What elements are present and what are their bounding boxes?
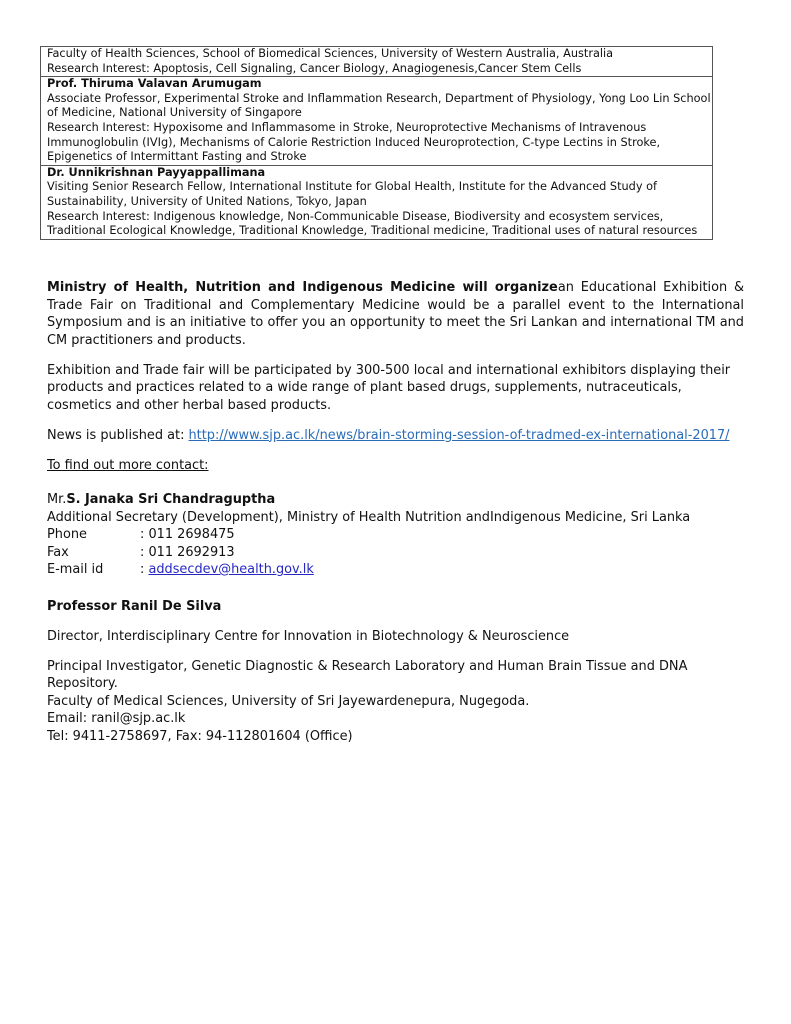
contact-1-prefix: Mr. [47, 492, 67, 507]
exhibition-paragraph: Exhibition and Trade fair will be participated by 300-500 local and international exhibitors displaying their products and practices related to a wide range of plant based drugs, supplements, nutraceuticals, cosmetics and other herbal based products. [47, 362, 731, 413]
contact-2-tel: Tel: 9411-2758697, Fax: 94-112801604 (Office) [47, 728, 353, 744]
intro-text: an Educational Exhibition & Trade Fair on Traditional and Complementary Medicine would be a parallel event to the International Symposium and is an initiative to offer you an opportunity to meet the Sri Lankan and international TM and CM practitioners and products. [47, 280, 744, 348]
fax-label: Fax [47, 544, 69, 560]
intro-bold: Ministry of Health, Nutrition and Indigenous Medicine will organize [47, 280, 558, 295]
speaker-affiliation: Faculty of Health Sciences, School of Biomedical Sciences, University of Western Australia, Australia [47, 47, 614, 60]
email-label: E-mail id [47, 562, 104, 577]
speaker-research-interest: Research Interest: Apoptosis, Cell Signaling, Cancer Biology, Anagiogenesis,Cancer Stem Cells [47, 61, 582, 75]
main-content [47, 279, 744, 745]
news-paragraph [47, 427, 744, 445]
speaker-row [41, 76, 712, 165]
contact-1-fax [47, 544, 744, 562]
contact-heading: To find out more contact: [47, 457, 209, 473]
contact-2-email: Email: ranil@sjp.ac.lk [47, 711, 186, 726]
speakers-table [40, 46, 713, 240]
contact-1-name: S. Janaka Sri Chandraguptha [66, 492, 276, 507]
speaker-name: Prof. Thiruma Valavan Arumugam [47, 77, 262, 91]
email-sep: : [140, 562, 149, 577]
phone-label: Phone [47, 527, 87, 542]
speaker-row [41, 47, 712, 76]
speaker-affiliation: Associate Professor, Experimental Stroke and Inflammation Research, Department of Physiology, Yong Loo Lin School of Medicine, National University of Singapore [47, 91, 711, 120]
intro-paragraph [47, 279, 744, 349]
contact-1-email [47, 561, 744, 579]
phone-value: : 011 2698475 [140, 527, 235, 542]
contact-1-name-line [47, 491, 744, 509]
fax-value: : 011 2692913 [140, 544, 235, 560]
contact-2 [47, 598, 744, 746]
contact-2-name: Professor Ranil De Silva [47, 598, 222, 614]
speaker-name: Dr. Unnikrishnan Payyappallimana [47, 165, 266, 179]
contact-1-title: Additional Secretary (Development), Ministry of Health Nutrition andIndigenous Medicine, Sri Lanka [47, 509, 691, 525]
contact-2-pi: Principal Investigator, Genetic Diagnostic & Research Laboratory and Human Brain Tissue and DNA Repository. [47, 658, 688, 691]
speaker-affiliation: Visiting Senior Research Fellow, International Institute for Global Health, Institute for the Advanced Study of Sustainability, University of United Nations, Tokyo, Japan [47, 180, 658, 208]
contact-1-phone [47, 526, 744, 544]
speaker-research-interest: Research Interest: Indigenous knowledge, Non-Communicable Disease, Biodiversity and ecosystem services, Traditional Ecological Knowledge, Traditional Knowledge, Traditional medicine, Traditional uses of natural resources [47, 209, 698, 238]
contact-2-director: Director, Interdisciplinary Centre for Innovation in Biotechnology & Neuroscience [47, 628, 570, 644]
contact-2-faculty: Faculty of Medical Sciences, University of Sri Jayewardenepura, Nugegoda. [47, 693, 530, 709]
speaker-row [41, 165, 712, 239]
contact-1 [47, 491, 744, 579]
speaker-research-interest: Research Interest: Hypoxisome and Inflammasome in Stroke, Neuroprotective Mechanisms of Intravenous Immunoglobulin (IVIg), Mechanisms of Calorie Restriction Induced Neuroprotection, C-type Lectins in Stroke, Epigenetics of Intermittant Fasting and Stroke [47, 120, 661, 164]
news-link[interactable]: http://www.sjp.ac.lk/news/brain-storming-session-of-tradmed-ex-international-2017/ [188, 427, 730, 443]
news-label: News is published at: [47, 427, 189, 443]
email-link[interactable]: addsecdev@health.gov.lk [148, 562, 314, 577]
